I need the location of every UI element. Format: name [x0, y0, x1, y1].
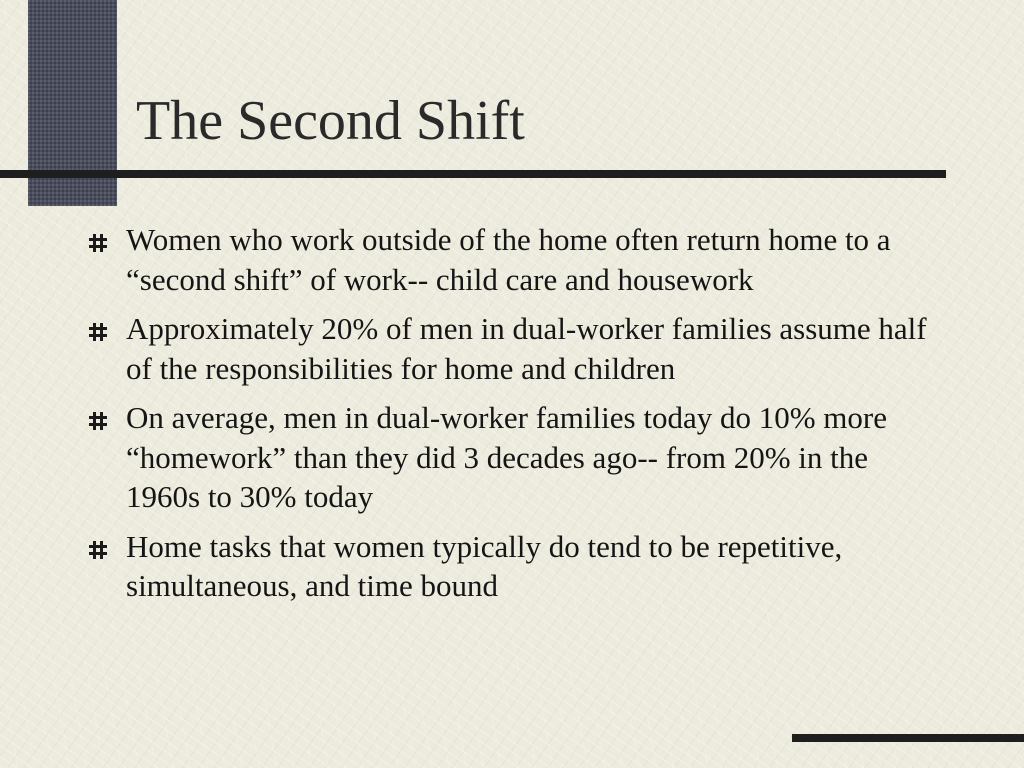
bullet-text: Home tasks that women typically do tend to be repetitive, simultaneous, and time bound	[126, 528, 843, 603]
bottom-accent-rule	[792, 734, 1024, 742]
title-underline-rule	[0, 170, 946, 178]
bullet-item	[88, 527, 938, 606]
bullet-text: Women who work outside of the home often return home to a “second shift” of work-- child care and housework	[126, 222, 891, 297]
bullet-text: Approximately 20% of men in dual-worker families assume half of the responsibilities for home and children	[126, 311, 927, 386]
hash-bullet-icon	[88, 540, 108, 560]
bullet-item	[88, 309, 938, 388]
bullet-list	[88, 220, 938, 616]
bullet-item	[88, 398, 938, 517]
hash-bullet-icon	[88, 233, 108, 253]
slide-title: The Second Shift	[136, 90, 525, 152]
bullet-item	[88, 220, 938, 299]
hash-bullet-icon	[88, 322, 108, 342]
bullet-text: On average, men in dual-worker families today do 10% more “homework” than they did 3 decades ago-- from 20% in the 1960s to 30% today	[126, 400, 887, 514]
hash-bullet-icon	[88, 411, 108, 431]
